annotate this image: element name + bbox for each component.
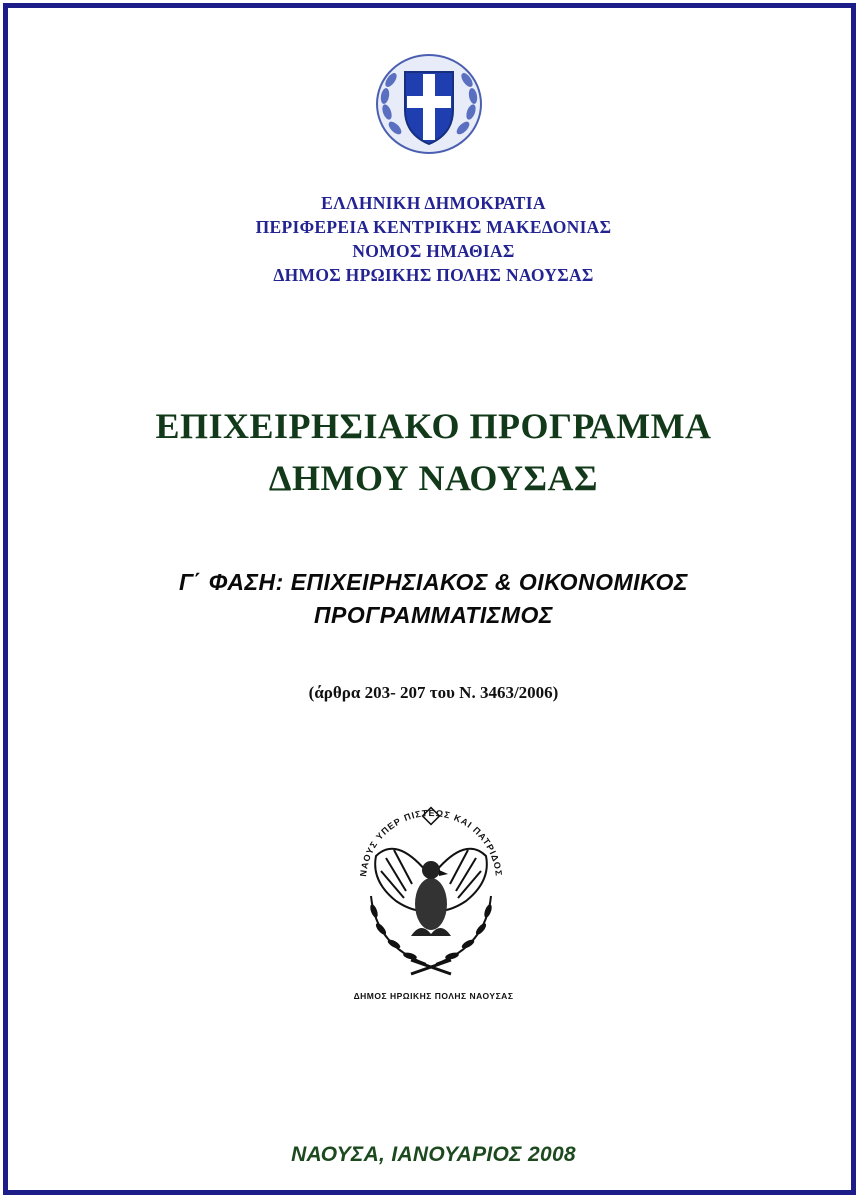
title-line-2: ΔΗΜΟΥ ΝΑΟΥΣΑΣ [268, 458, 599, 498]
issuing-authority [8, 191, 859, 287]
header-line-region: ΠΕΡΙΦΕΡΕΙΑ ΚΕΝΤΡΙΚΗΣ ΜΑΚΕΔΟΝΙΑΣ [255, 217, 612, 237]
place-and-date: ΝΑΟΥΣΑ, ΙΑΝΟΥΑΡΙΟΣ 2008 [291, 1143, 576, 1166]
document-page [3, 3, 856, 1195]
title-line-1: ΕΠΙΧΕΙΡΗΣΙΑΚΟ ΠΡΟΓΡΑΜΜΑ [155, 406, 712, 446]
phase-subtitle [8, 566, 859, 632]
greek-coat-of-arms-icon [373, 52, 485, 156]
header-line-municipality: ΔΗΜΟΣ ΗΡΩΙΚΗΣ ΠΟΛΗΣ ΝΑΟΥΣΑΣ [273, 265, 594, 285]
emblem-caption: ΔΗΜΟΣ ΗΡΩΙΚΗΣ ΠΟΛΗΣ ΝΑΟΥΣΑΣ [353, 991, 514, 1001]
header-line-prefecture: ΝΟΜΟΣ ΗΜΑΘΙΑΣ [352, 241, 515, 261]
emblem-motto: ΝΑΟΥΣ ΥΠΕΡ ΠΙΣΤΕΩΣ ΚΑΙ ΠΑΤΡΙΔΟΣ [358, 807, 504, 878]
phase-line-2: ΠΡΟΓΡΑΜΜΑΤΙΣΜΟΣ [314, 602, 553, 628]
legal-reference: (άρθρα 203- 207 του Ν. 3463/2006) [308, 683, 559, 702]
document-title [8, 400, 859, 504]
header-line-republic: ΕΛΛΗΝΙΚΗ ΔΗΜΟΚΡΑΤΙΑ [321, 193, 546, 213]
naoussa-phoenix-emblem-icon [326, 786, 536, 996]
phase-line-1: Γ΄ ΦΑΣΗ: ΕΠΙΧΕΙΡΗΣΙΑΚΟΣ & ΟΙΚΟΝΟΜΙΚΟΣ [179, 569, 688, 595]
